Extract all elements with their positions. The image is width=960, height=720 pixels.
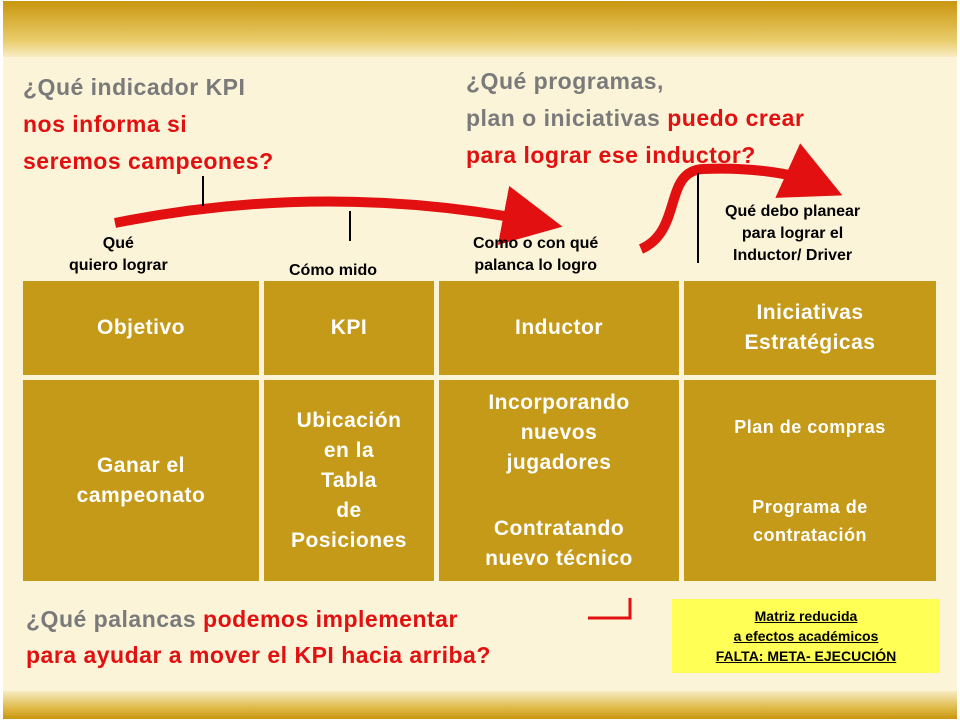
driver-item: [488, 388, 629, 478]
label-driver-line1: Como o con qué: [473, 235, 599, 252]
note-line3-text: FALTA: META- EJECUCIÓN: [715, 648, 897, 664]
cell-kpi-line2: en la: [323, 438, 375, 462]
levers-question-line1: [26, 601, 491, 637]
academic-note: [672, 599, 940, 673]
levers-question-line1-gray: ¿Qué palancas: [26, 606, 197, 632]
driver-item-line2: nuevo técnico: [485, 546, 633, 570]
levers-question-line1-red: podemos implementar: [203, 606, 458, 632]
label-driver: [473, 233, 598, 277]
label-objective-line1: Qué: [102, 235, 134, 252]
levers-question: [26, 601, 491, 673]
kpi-question-line3: seremos campeones?: [23, 148, 274, 174]
header-initiatives: Iniciativas Estratégicas: [684, 281, 936, 375]
driver-item-line2: nuevos: [520, 420, 598, 444]
initiative-item-line2: contratación: [752, 524, 867, 545]
programs-question-line3: para lograr ese inductor?: [466, 142, 756, 168]
cell-objective-line2: campeonato: [76, 483, 206, 507]
programs-question-line2: [466, 100, 804, 137]
cell-drivers: [439, 380, 679, 581]
label-plan-line1: Qué debo planear: [725, 203, 861, 220]
slide: [3, 1, 957, 719]
label-measure: Cómo mido: [289, 262, 377, 279]
kpi-question: [23, 69, 274, 180]
programs-question-line2-red: puedo crear: [667, 105, 805, 131]
note-line3: [672, 646, 940, 666]
driver-item-line1: Incorporando: [488, 390, 630, 414]
driver-item-line3: jugadores: [506, 450, 612, 474]
cell-objective-line1: Ganar el: [96, 453, 186, 477]
cell-objective: [23, 380, 259, 581]
cell-kpi-line4: de: [336, 498, 362, 522]
label-plan-line2: para lograr el: [741, 225, 844, 242]
note-line1-text: Matriz reducida: [754, 608, 858, 624]
cell-kpi: [264, 380, 434, 581]
label-objective-line2: quiero lograr: [69, 257, 168, 274]
note-line2: [672, 626, 940, 646]
initiative-item: [734, 413, 886, 441]
label-driver-line2: palanca lo logro: [474, 257, 597, 274]
label-plan-line3: Inductor/ Driver: [733, 247, 853, 264]
kpi-question-line2: nos informa si: [23, 111, 188, 137]
header-driver: Inductor: [439, 281, 679, 375]
header-objective: Objetivo: [23, 281, 259, 375]
cell-kpi-line5: Posiciones: [291, 528, 407, 552]
bracket-levers: [588, 598, 630, 618]
levers-question-line2: para ayudar a mover el KPI hacia arriba?: [26, 642, 491, 668]
kpi-question-line1: ¿Qué indicador KPI: [23, 74, 246, 100]
cell-kpi-line1: Ubicación: [296, 408, 402, 432]
header-kpi: KPI: [264, 281, 434, 375]
label-objective: [69, 233, 168, 277]
cell-kpi-line3: Tabla: [321, 468, 377, 492]
cell-initiatives: [684, 380, 936, 581]
note-line2-text: a efectos académicos: [733, 628, 879, 644]
initiative-item-line1: Plan de compras: [734, 416, 886, 437]
note-line1: [672, 606, 940, 626]
programs-question-line2-gray: plan o iniciativas: [466, 105, 661, 131]
driver-item-line1: Contratando: [493, 516, 625, 540]
driver-item: [485, 514, 633, 574]
arrow-kpi-to-driver: [115, 201, 533, 223]
initiative-item-line1: Programa de: [752, 496, 868, 517]
label-plan: [725, 201, 860, 267]
initiative-item: [752, 493, 868, 549]
programs-question-line1: ¿Qué programas,: [466, 68, 664, 94]
programs-question: [466, 63, 804, 174]
